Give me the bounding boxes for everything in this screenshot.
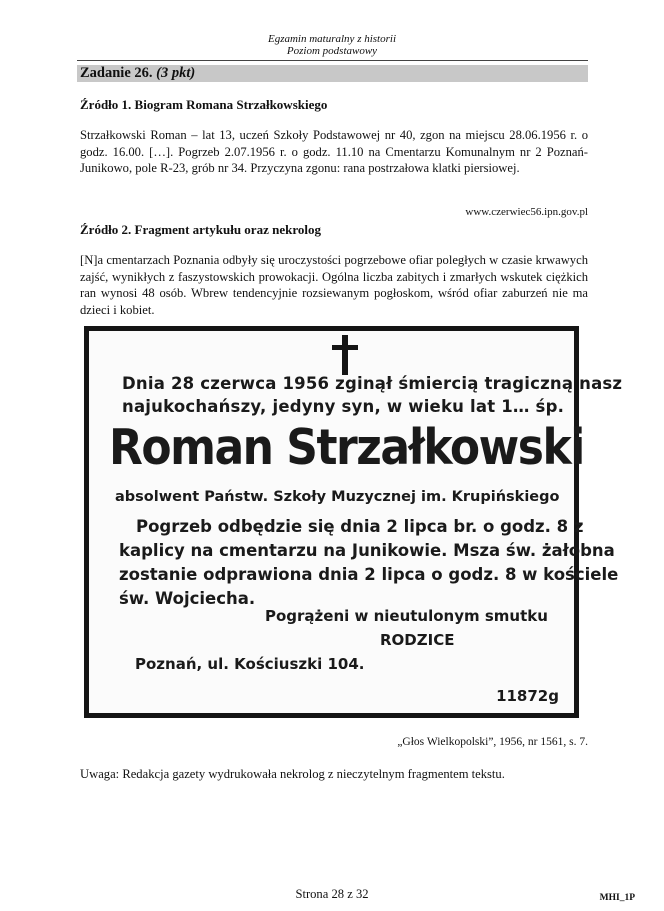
- obituary-code: 11872g: [496, 687, 559, 705]
- exam-header-title: Egzamin maturalny z historii: [267, 33, 397, 45]
- obituary-funeral-line3: zostanie odprawiona dnia 2 lipca o godz. 8 w kościele: [119, 565, 619, 584]
- task-points: (3 pkt): [156, 65, 196, 81]
- cross-icon: [328, 335, 362, 375]
- exam-code: MHI_1P: [599, 893, 635, 903]
- source2-text: [N]a cmentarzach Poznania odbyły się uroczystości pogrzebowe ofiar poległych w czasie krwawych zajść, wynikłych z faszystowskich prowokacji. Ogólna liczba zabitych i zmarłych wskutek ciężkich ran wynosi 48 osób. Wbrew tendencyjnie rozsiewanym pogłoskom, wśród ofiar zaburzeń nie ma dzieci i kobiet.: [80, 253, 588, 317]
- obituary-parents: RODZICE: [380, 631, 455, 649]
- obituary-name: Roman Strzałkowski: [109, 419, 584, 477]
- task-number: Zadanie 26.: [80, 65, 153, 81]
- obituary-line1: Dnia 28 czerwca 1956 zginął śmiercią tragiczną nasz: [122, 374, 623, 393]
- task-title: [80, 65, 195, 82]
- obituary-mourning: Pogrążeni w nieutulonym smutku: [265, 607, 548, 625]
- source1-heading: Źródło 1. Biogram Romana Strzałkowskiego: [80, 97, 328, 112]
- page-number: Strona 28 z 32: [295, 887, 369, 901]
- obituary-funeral-line4: św. Wojciecha.: [119, 589, 256, 608]
- obituary-funeral-line1: Pogrzeb odbędzie się dnia 2 lipca br. o godz. 8 z: [136, 517, 584, 536]
- obituary-line2: najukochańszy, jedyny syn, w wieku lat 1… śp.: [122, 397, 565, 416]
- obituary-image: [84, 326, 623, 718]
- editorial-note: Uwaga: Redakcja gazety wydrukowała nekrolog z nieczytelnym fragmentem tekstu.: [80, 767, 505, 781]
- source2-heading: Źródło 2. Fragment artykułu oraz nekrolog: [80, 222, 321, 237]
- obituary-address: Poznań, ul. Kościuszki 104.: [135, 655, 365, 673]
- source1-link: www.czerwiec56.ipn.gov.pl: [465, 206, 588, 218]
- obituary-school: absolwent Państw. Szkoły Muzycznej im. Krupińskiego: [115, 489, 560, 505]
- exam-header-level: Poziom podstawowy: [286, 45, 378, 57]
- obituary-caption: „Głos Wielkopolski”, 1956, nr 1561, s. 7.: [397, 736, 588, 748]
- obituary-funeral-line2: kaplicy na cmentarzu na Junikowie. Msza św. żałobna: [119, 541, 615, 560]
- header-divider: [77, 60, 588, 61]
- source1-text: Strzałkowski Roman – lat 13, uczeń Szkoły Podstawowej nr 40, zgon na miejscu 28.06.1956 r. o godz. 16.00. […]. Pogrzeb 2.07.1956 r. o godz. 11.10 na Cmentarzu Komunalnym nr 2 Poznań-Junikowo, pole R-23, grób nr 34. Przyczyna zgonu: rana postrzałowa klatki piersiowej.: [80, 128, 588, 175]
